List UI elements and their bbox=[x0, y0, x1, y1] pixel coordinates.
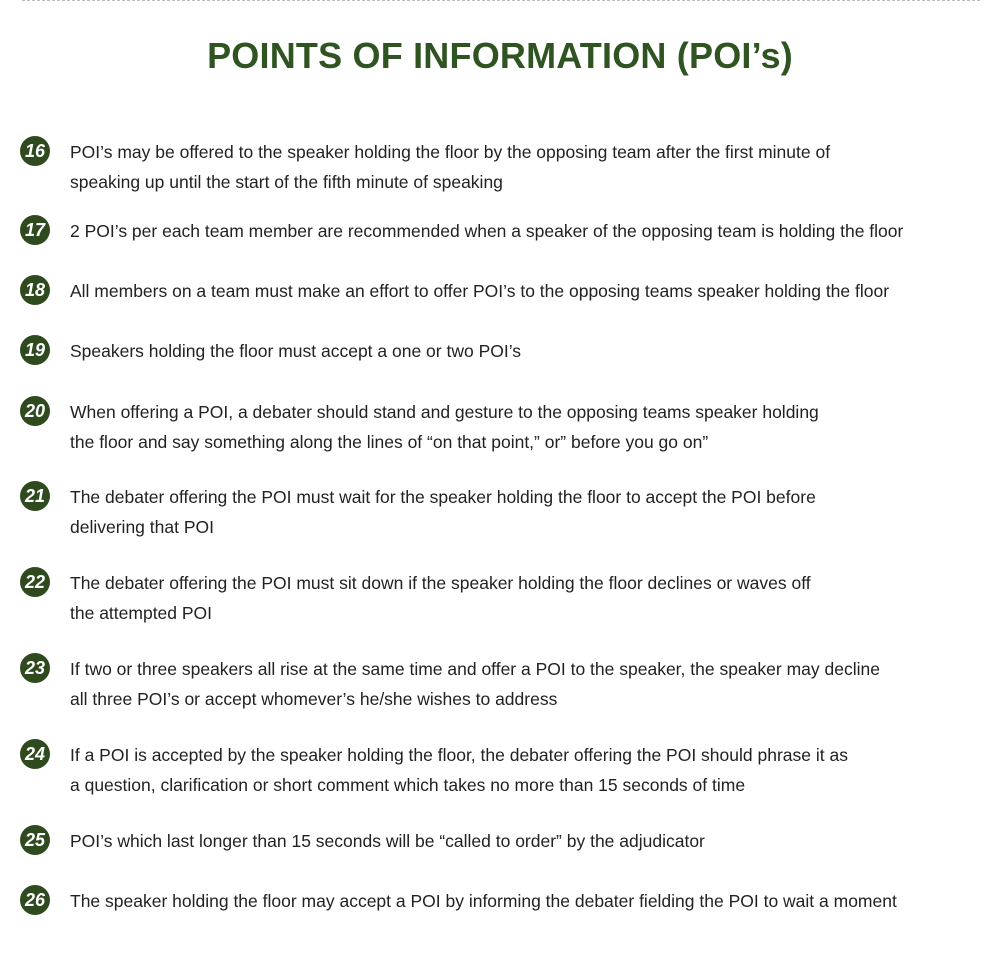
rule-text bbox=[70, 740, 980, 800]
rule-text bbox=[70, 397, 980, 457]
rule-text bbox=[70, 886, 980, 916]
rule-text-line: The speaker holding the floor may accept a POI by informing the debater fielding the POI to wait a moment bbox=[70, 891, 897, 911]
rule-text-line: the attempted POI bbox=[70, 603, 213, 623]
rule-number-badge: 22 bbox=[20, 567, 50, 597]
rule-text bbox=[70, 482, 980, 542]
page-title: POINTS OF INFORMATION (POI’s) bbox=[207, 35, 793, 76]
rule-number-badge: 17 bbox=[20, 215, 50, 245]
rule-text-line: speaking up until the start of the fifth minute of speaking bbox=[70, 172, 503, 192]
rule-text-line: POI’s may be offered to the speaker holding the floor by the opposing team after the first minute of bbox=[70, 142, 831, 162]
rule-text-line: If a POI is accepted by the speaker holding the floor, the debater offering the POI should phrase it as bbox=[70, 745, 848, 765]
rule-text-line: 2 POI’s per each team member are recommended when a speaker of the opposing team is holding the floor bbox=[70, 221, 904, 241]
rule-number-badge: 20 bbox=[20, 396, 50, 426]
rule-text-line: the floor and say something along the lines of “on that point,” or” before you go on” bbox=[70, 432, 709, 452]
rule-text bbox=[70, 276, 980, 306]
rule-text bbox=[70, 826, 980, 856]
rule-text-line: When offering a POI, a debater should stand and gesture to the opposing teams speaker holding bbox=[70, 402, 819, 422]
rule-number-badge: 24 bbox=[20, 739, 50, 769]
rule-number-badge: 21 bbox=[20, 481, 50, 511]
rule-text-line: all three POI’s or accept whomever’s he/she wishes to address bbox=[70, 689, 558, 709]
rule-text-line: delivering that POI bbox=[70, 517, 214, 537]
rule-text bbox=[70, 568, 980, 628]
rule-text-line: The debater offering the POI must wait for the speaker holding the floor to accept the POI before bbox=[70, 487, 816, 507]
rule-number-badge: 16 bbox=[20, 136, 50, 166]
rule-number-badge: 18 bbox=[20, 275, 50, 305]
rule-text bbox=[70, 216, 980, 246]
rule-text-line: All members on a team must make an effort to offer POI’s to the opposing teams speaker holding the floor bbox=[70, 281, 890, 301]
rule-text-line: a question, clarification or short comment which takes no more than 15 seconds of time bbox=[70, 775, 746, 795]
rule-number-badge: 25 bbox=[20, 825, 50, 855]
rule-text-line: The debater offering the POI must sit down if the speaker holding the floor declines or waves off bbox=[70, 573, 811, 593]
rule-text bbox=[70, 654, 980, 714]
rule-text-line: If two or three speakers all rise at the same time and offer a POI to the speaker, the speaker may decline bbox=[70, 659, 880, 679]
rule-number-badge: 19 bbox=[20, 335, 50, 365]
rule-text-line: Speakers holding the floor must accept a one or two POI’s bbox=[70, 341, 522, 361]
top-divider bbox=[22, 0, 980, 1]
rule-number-badge: 23 bbox=[20, 653, 50, 683]
rule-text bbox=[70, 336, 980, 366]
rule-number-badge: 26 bbox=[20, 885, 50, 915]
rule-text-line: POI’s which last longer than 15 seconds will be “called to order” by the adjudicator bbox=[70, 831, 705, 851]
rule-text bbox=[70, 137, 980, 197]
